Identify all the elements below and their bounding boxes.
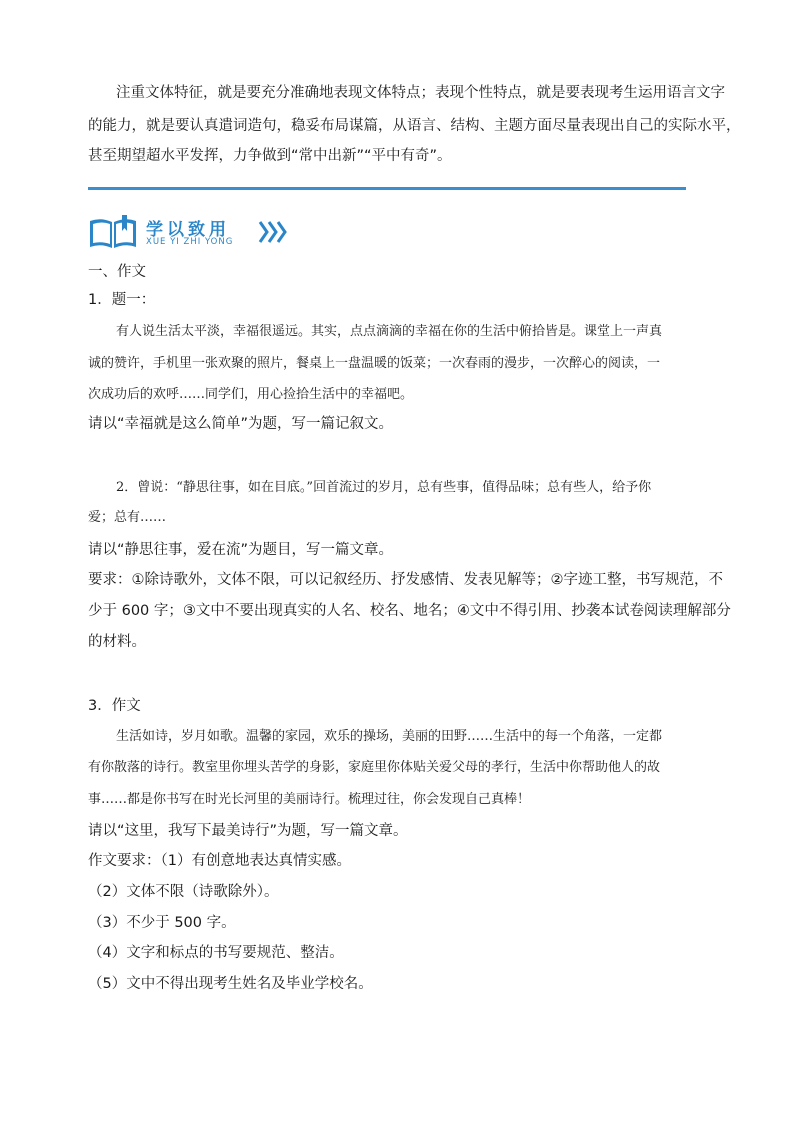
- section-heading: 一、作文: [88, 264, 146, 280]
- open-book-icon: [88, 213, 138, 253]
- intro-line-3: 甚至期望超水平发挥，力争做到“常中出新”“平中有奇”。: [88, 148, 452, 164]
- q3-text-line-1: 生活如诗，岁月如歌。温馨的家园，欢乐的操场，美丽的田野……生活中的每一个角落，一定都: [116, 729, 663, 744]
- q2-requirements-line-2: 少于 600 字；③文中不要出现真实的人名、校名、地名；④文中不得引用、抄袭本试卷阅读理解部分: [88, 603, 731, 619]
- q3-requirement-2: （2）文体不限（诗歌除外）。: [88, 884, 279, 900]
- q3-requirement-3: （3）不少于 500 字。: [88, 915, 236, 931]
- q3-requirement-1: 作文要求：（1）有创意地表达真情实感。: [88, 853, 351, 869]
- q3-prompt: 请以“这里，我写下最美诗行”为题，写一篇文章。: [88, 823, 408, 839]
- q2-text-line-1: 2．曾说：“静思往事，如在目底。”回首流过的岁月，总有些事，值得品味；总有些人，给予你: [116, 480, 652, 495]
- q3-requirement-4: （4）文字和标点的书写要规范、整洁。: [88, 945, 344, 961]
- banner-title: 学以致用: [146, 220, 230, 240]
- intro-line-2: 的能力，就是要认真遣词造句，稳妥布局谋篇，从语言、结构、主题方面尽量表现出自己的实际水平，: [88, 118, 741, 134]
- q3-text-line-3: 事……都是你书写在时光长河里的美丽诗行。梳理过往，你会发现自己真棒！: [88, 792, 531, 807]
- q2-requirements-line-3: 的材料。: [88, 634, 146, 650]
- q3-text-line-2: 有你散落的诗行。教室里你埋头苦学的身影，家庭里你体贴关爱父母的孝行，生活中你帮助他人的故: [88, 760, 661, 775]
- section-banner: [88, 213, 308, 253]
- q2-text-line-2: 爱；总有……: [88, 510, 167, 525]
- intro-line-1: 注重文体特征，就是要充分准确地表现文体特点；表现个性特点，就是要表现考生运用语言文字: [116, 85, 725, 101]
- banner-subtitle: XUE YI ZHI YONG: [146, 237, 234, 247]
- q3-requirement-5: （5）文中不得出现考生姓名及毕业学校名。: [88, 976, 373, 992]
- q1-label: 1．题一：: [88, 292, 156, 308]
- q3-label: 3．作文: [88, 698, 141, 714]
- q1-text-line-3: 次成功后的欢呼……同学们，用心捡拾生活中的幸福吧。: [88, 387, 414, 402]
- q2-prompt: 请以“静思往事，爱在流”为题目，写一篇文章。: [88, 542, 394, 558]
- q1-text-line-2: 诚的赞许，手机里一张欢聚的照片，餐桌上一盘温暖的饭菜；一次春雨的漫步，一次醉心的阅读，一: [88, 356, 661, 371]
- q1-prompt: 请以“幸福就是这么简单”为题，写一篇记叙文。: [88, 416, 394, 432]
- q1-text-line-1: 有人说生活太平淡，幸福很遥远。其实，点点滴滴的幸福在你的生活中俯拾皆是。课堂上一声真: [116, 324, 663, 339]
- divider-rule: [88, 187, 686, 190]
- q2-requirements-line-1: 要求：①除诗歌外，文体不限，可以记叙经历、抒发感情、发表见解等；②字迹工整，书写规范，不: [88, 572, 723, 588]
- triple-chevron-icon: [258, 219, 290, 245]
